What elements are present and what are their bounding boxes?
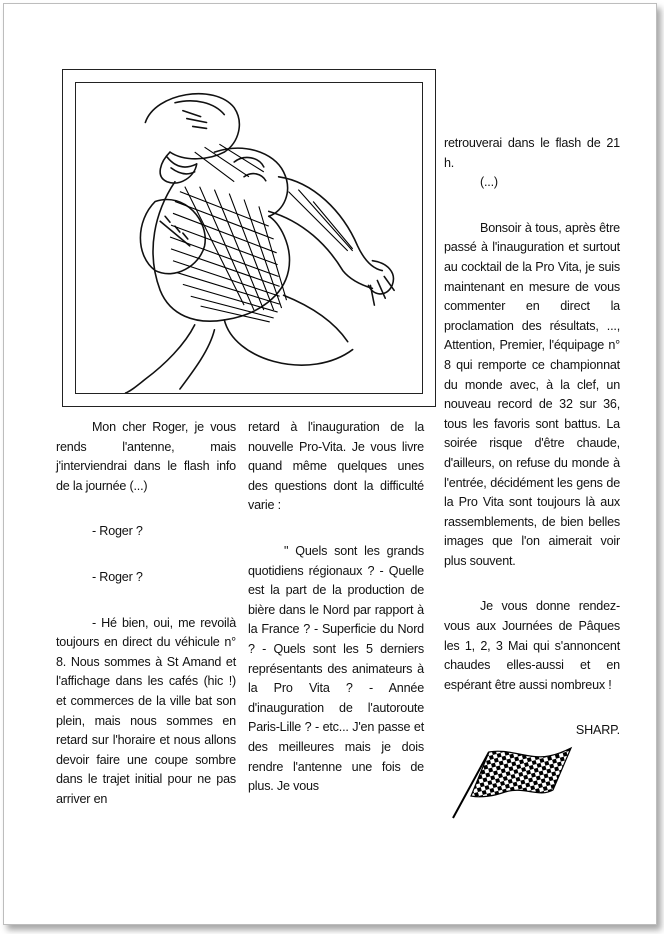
paragraph: - Roger ? (92, 524, 143, 539)
checkered-flag-icon (449, 746, 574, 821)
article-column-3 (444, 134, 620, 741)
football-player-sketch (76, 83, 422, 393)
article-column-1 (56, 418, 236, 810)
article-column-2 (248, 418, 424, 797)
signature: SHARP. (575, 723, 620, 738)
football-player-illustration (62, 69, 436, 407)
illustration-inner-frame (75, 82, 423, 394)
paragraph: Bonsoir à tous, après être passé à l'inauguration et surtout au cocktail de la Pro Vita, je suis maintenant en mesure de vous commenter en direct la proclamation des résultats, ..., Attention, Premier, l'équipage n° 8 qui remporte ce championnat du monde avec, à la clef, un nouveau record de 32 sur 36, tous les favoris sont battus. La soirée risque d'être chaude, d'ailleurs, on refuse du monde à l'entrée, décidément les gens de la Pro Vita sont toujours là aux rassemblements, de bien belles images que l'on aimerait voir plus souvent. (444, 220, 620, 568)
paragraph: - Roger ? (92, 569, 143, 584)
paragraph: - Hé bien, oui, me revoilà toujours en direct du véhicule n° 8. Nous sommes à St Amand et l'affichage dans les cafés (hic !) et commerces de la ville bat son plein, mais nous sommes en retard sur l'horaire et nous allons devoir faire une coupe sombre dans le trajet initial pour ne pas arriver en (56, 615, 236, 806)
paragraph: (...) (480, 175, 498, 190)
paragraph: retard à l'inauguration de la nouvelle Pro-Vita. Je vous livre quand même quelques unes des questions dont la difficulté varie : (248, 420, 424, 513)
page (3, 3, 657, 925)
paragraph: " Quels sont les grands quotidiens régionaux ? - Quelle est la part de la production de bière dans le Nord par rapport à la France ? - Superficie du Nord ? - Quels sont les 5 derniers représentants des animateurs à la Pro Vita ? - Année d'inauguration de l'autoroute Paris-Lille ? - etc... J'en passe et des meilleures mais je dois rendre l'antenne une fois de plus. Je vous (248, 543, 424, 794)
paragraph: Je vous donne rendez-vous aux Journées de Pâques les 1, 2, 3 Mai qui s'annoncent chaudes elles-aussi et en espérant être aussi nombreux ! (444, 599, 620, 692)
paragraph: retrouverai dans le flash de 21 h. (444, 136, 620, 170)
paragraph: Mon cher Roger, je vous rends l'antenne, mais j'interviendrai dans le flash info de la journée (...) (56, 420, 236, 493)
